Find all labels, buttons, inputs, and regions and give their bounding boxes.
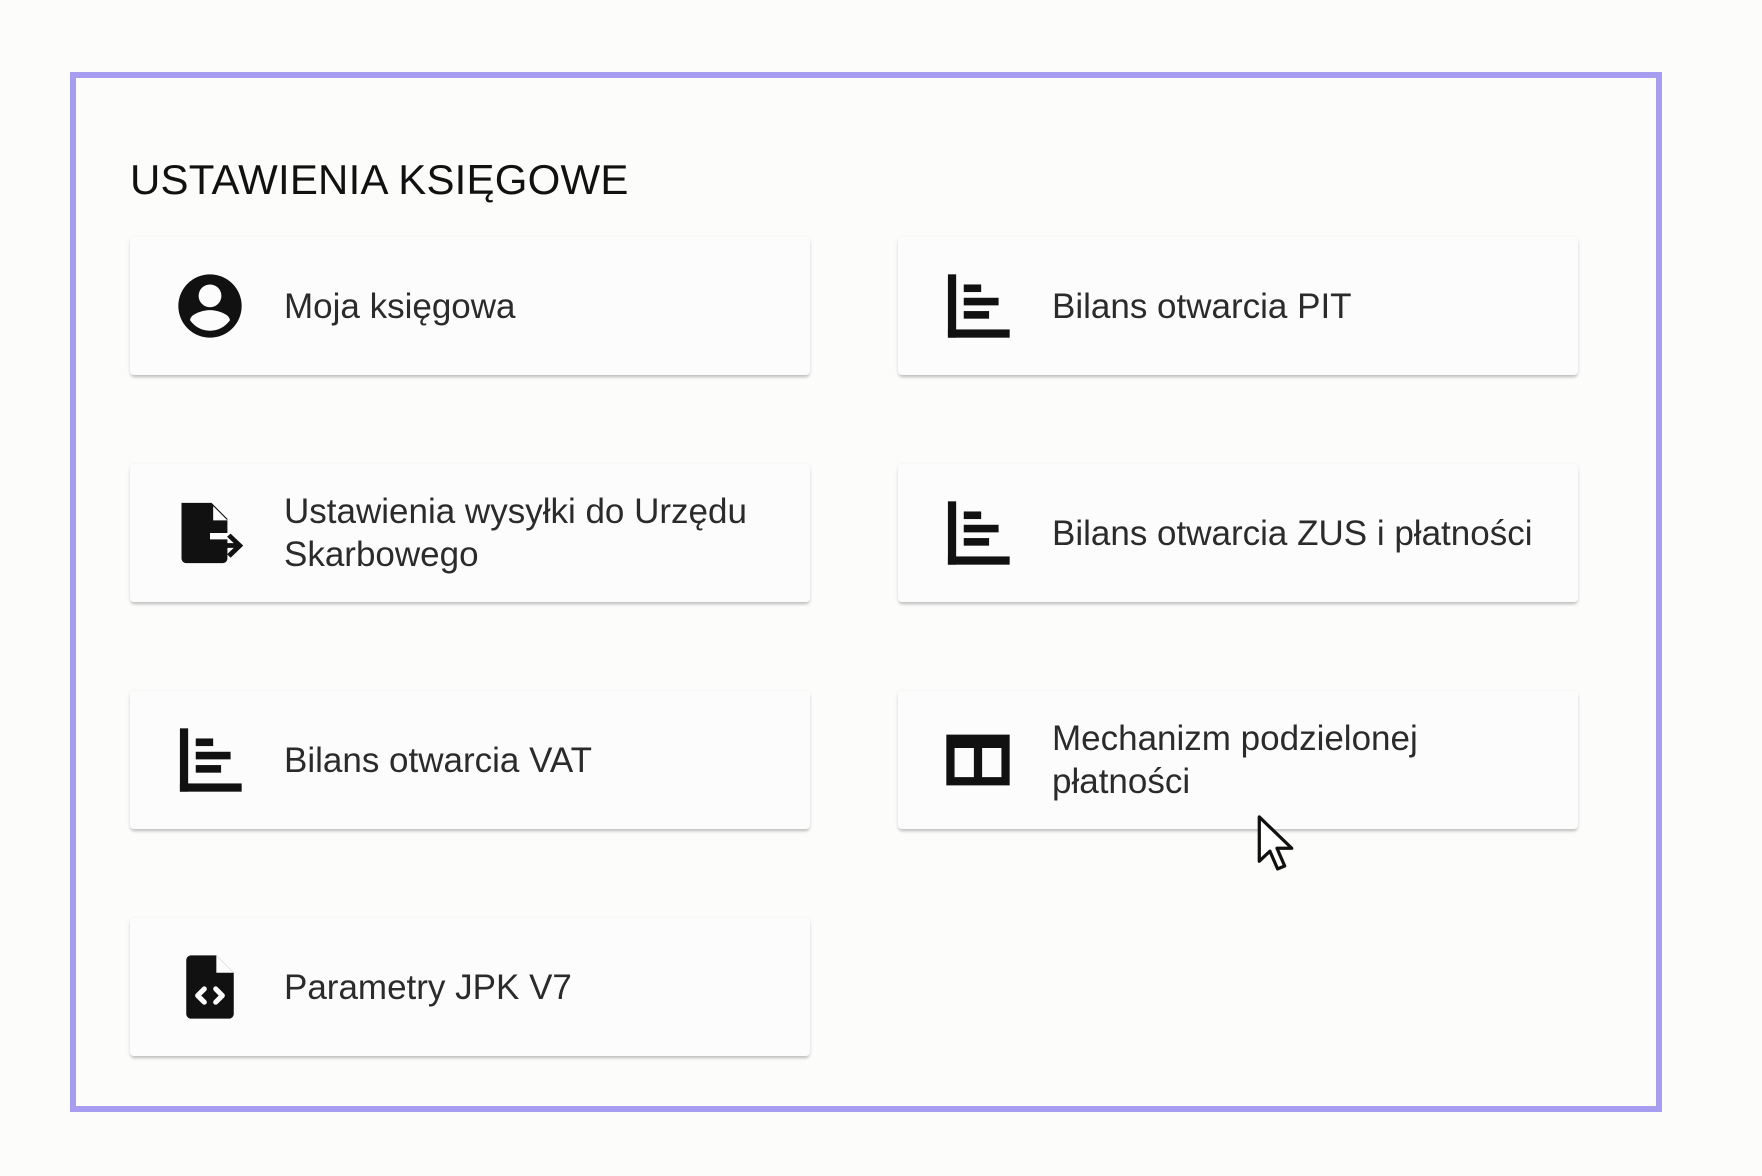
chart-list-icon [938, 266, 1018, 346]
mouse-cursor-icon [1256, 814, 1298, 876]
card-mechanizm-podzielonej-platnosci[interactable] [898, 691, 1578, 829]
chart-list-icon [170, 720, 250, 800]
card-bilans-otwarcia-zus[interactable] [898, 464, 1578, 602]
card-moja-ksiegowa[interactable] [130, 237, 810, 375]
card-label: Ustawienia wysyłki do Urzędu Skarbowego [284, 492, 747, 574]
card-label: Bilans otwarcia PIT [1052, 286, 1352, 326]
section-title: USTAWIENIA KSIĘGOWE [130, 156, 629, 203]
file-code-icon [170, 947, 250, 1027]
card-label: Parametry JPK V7 [284, 967, 572, 1007]
card-label: Moja księgowa [284, 286, 516, 326]
card-bilans-otwarcia-vat[interactable] [130, 691, 810, 829]
card-label: Mechanizm podzielonej płatności [1052, 719, 1418, 801]
split-view-icon [938, 720, 1018, 800]
file-export-icon [170, 493, 250, 573]
card-label: Bilans otwarcia VAT [284, 740, 592, 780]
chart-list-icon [938, 493, 1018, 573]
card-label: Bilans otwarcia ZUS i płatności [1052, 513, 1533, 553]
card-bilans-otwarcia-pit[interactable] [898, 237, 1578, 375]
card-ustawienia-wysylki[interactable] [130, 464, 810, 602]
card-parametry-jpk-v7[interactable] [130, 918, 810, 1056]
account-circle-icon [170, 266, 250, 346]
